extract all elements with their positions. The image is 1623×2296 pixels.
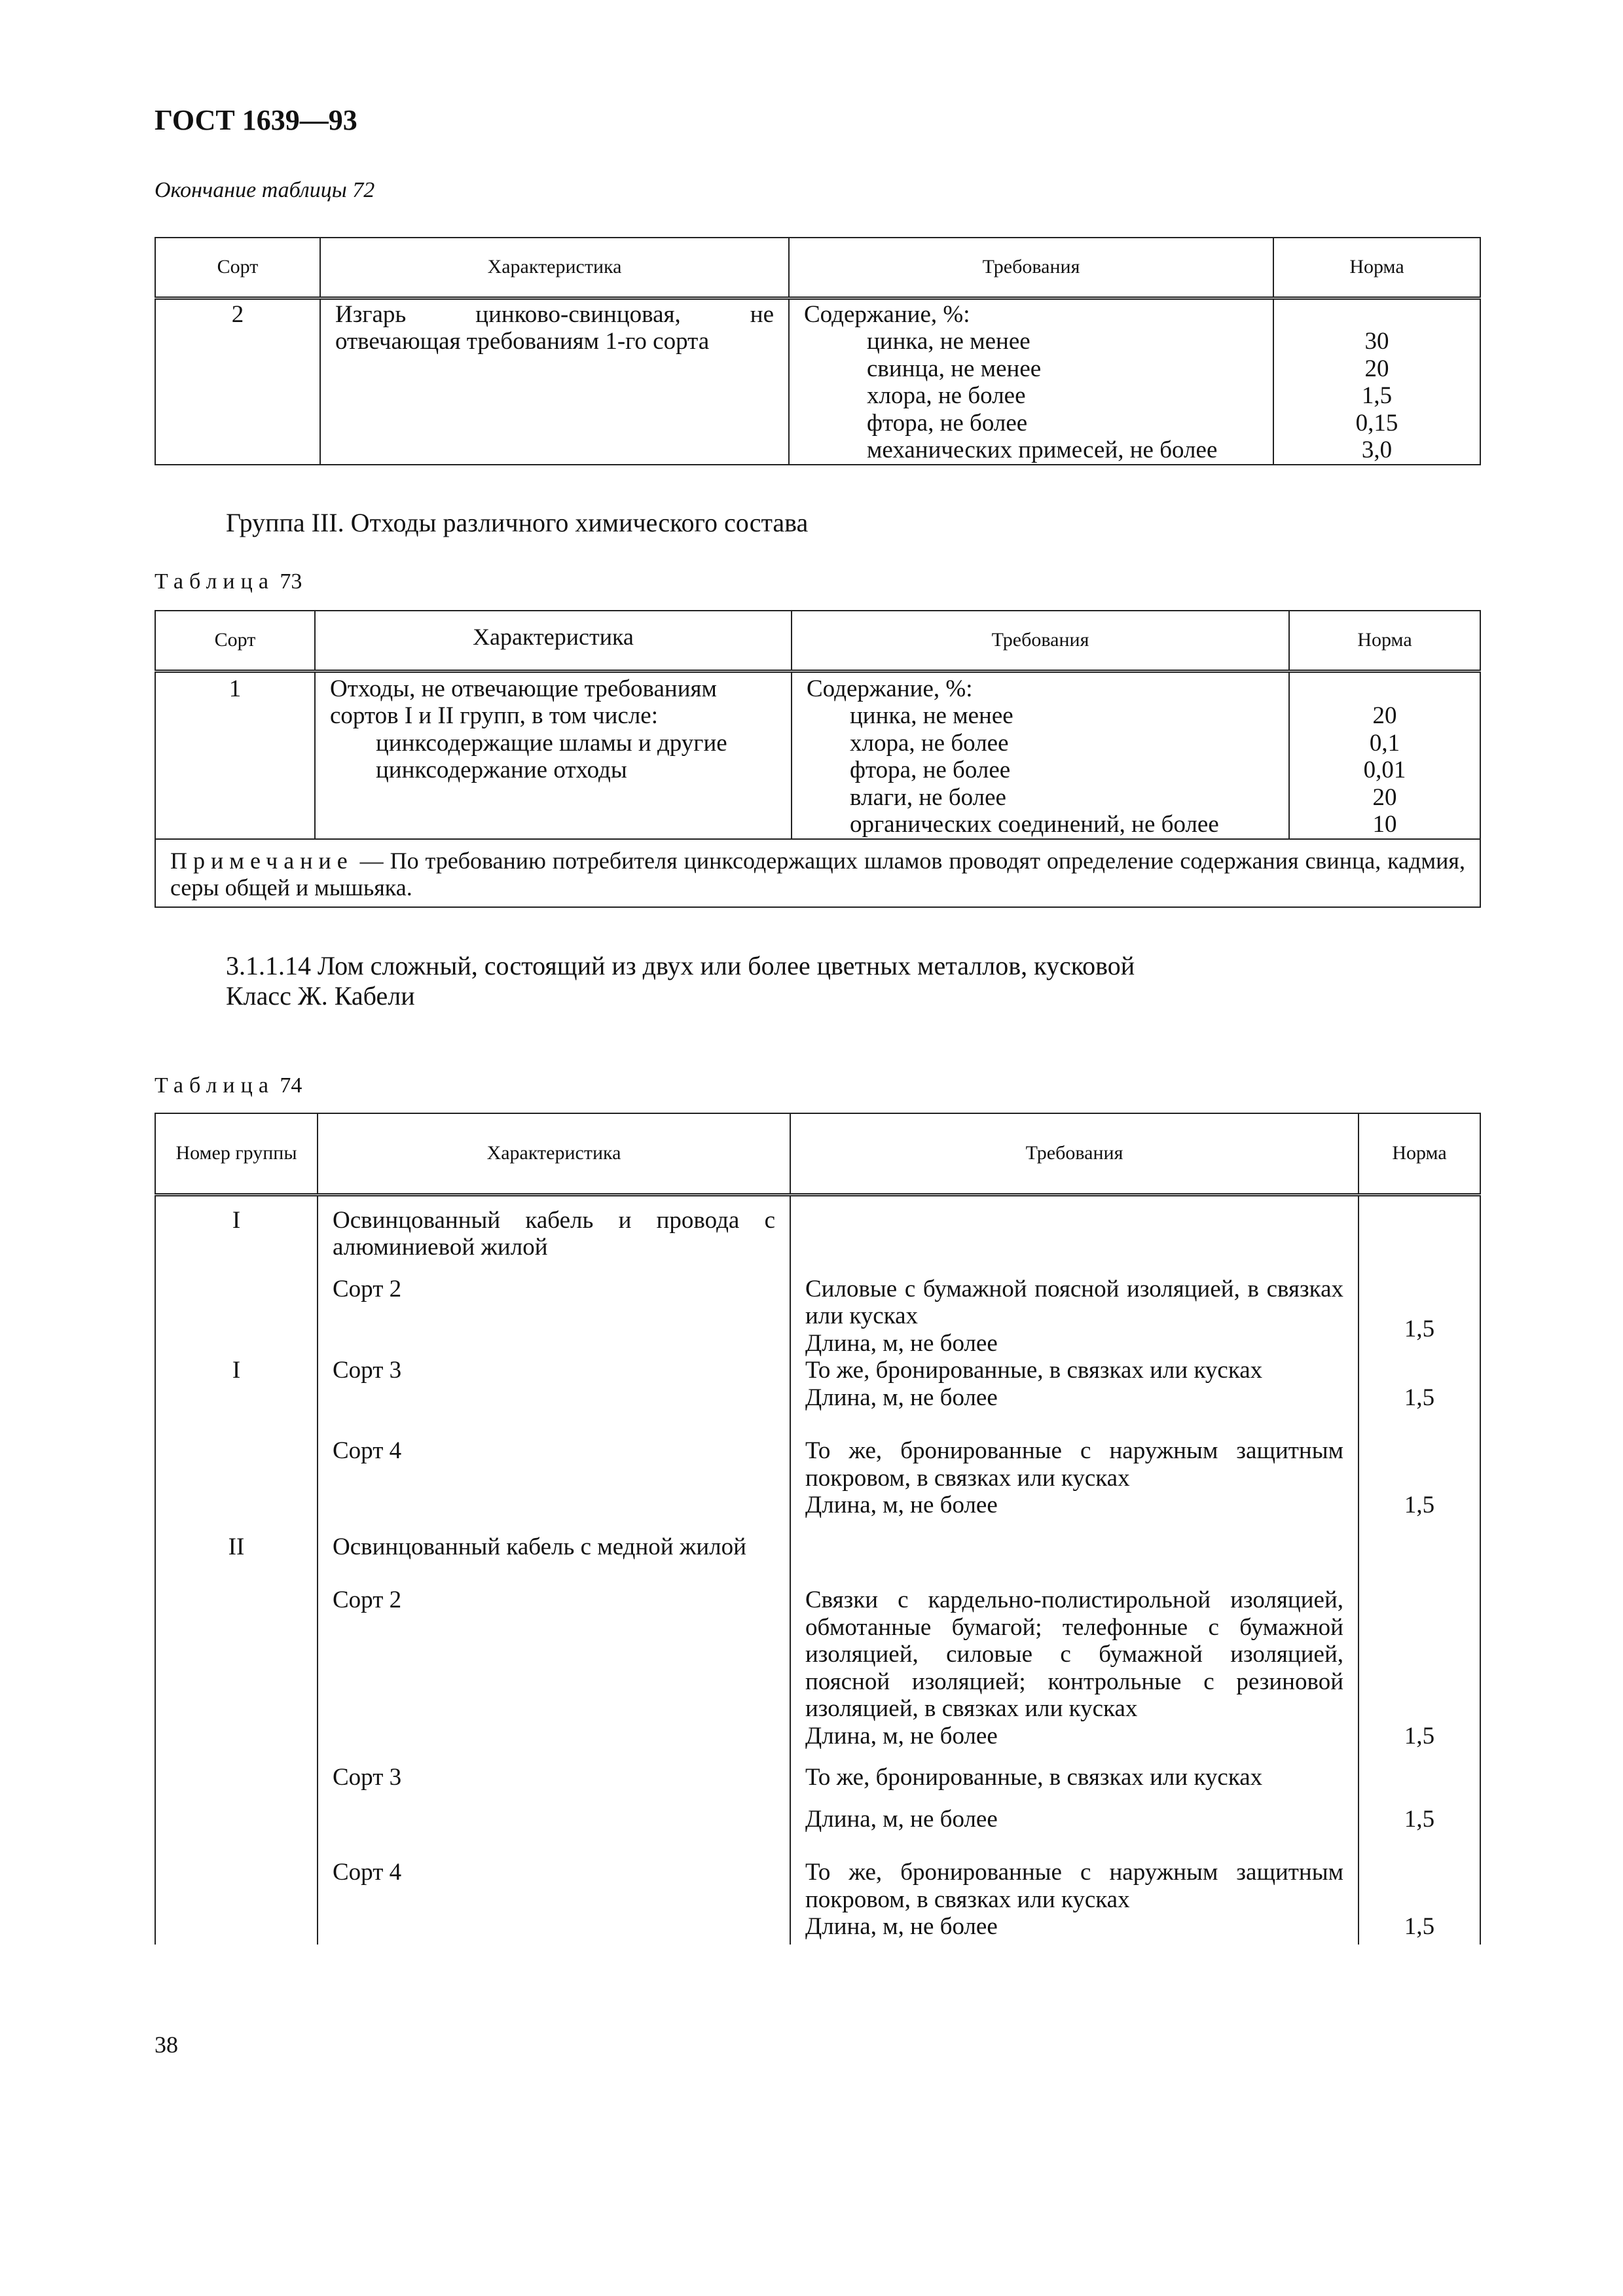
col-header-sort: Сорт: [155, 238, 320, 298]
group-cell: [155, 1437, 318, 1534]
norm-value: 20: [1372, 783, 1397, 811]
caption-number: 74: [280, 1073, 302, 1098]
table-row: [155, 1276, 1480, 1357]
length-label: Длина, м, не более: [805, 1722, 998, 1749]
characteristic-cell: Сорт 3: [318, 1357, 790, 1437]
characteristic-cell: Сорт 2: [318, 1587, 790, 1764]
col-header-group-number: Номер группы: [155, 1113, 318, 1194]
char-line: цинксодержащие шламы и другие: [376, 729, 727, 757]
requirements-cell: [790, 1276, 1359, 1357]
table-note: [155, 839, 1480, 907]
characteristic-cell: Сорт 3: [318, 1764, 790, 1859]
col-header-norm: Норма: [1289, 611, 1480, 671]
caption-word: Таблица: [155, 569, 274, 594]
norm-value: 20: [1364, 355, 1389, 382]
sort-cell: 1: [155, 671, 315, 839]
req-item: хлора, не более: [867, 382, 1026, 409]
sort-cell: 2: [155, 298, 320, 465]
page-number: 38: [155, 2032, 178, 2058]
norm-cell: 1,5: [1359, 1859, 1480, 1945]
col-header-norm: Норма: [1273, 238, 1480, 298]
table-73: [155, 610, 1481, 908]
norm-value: 3,0: [1361, 437, 1393, 463]
requirement-text: То же, бронированные с наружным защитным покровом, в связках или кусках: [805, 1437, 1343, 1492]
norm-cell: 1,5: [1359, 1764, 1480, 1859]
norm-value: 0,01: [1363, 757, 1406, 783]
note-text: — По требованию потребителя цинксодержащих шламов проводят определение содержания свинца, кадмия, серы общей и мышьяка.: [170, 847, 1465, 901]
requirements-cell: [790, 1587, 1359, 1764]
requirements-cell: [789, 298, 1273, 465]
requirements-cell: [790, 1194, 1359, 1276]
length-label: Длина, м, не более: [805, 1329, 998, 1357]
req-item: органических соединений, не более: [850, 811, 1219, 838]
req-title: Содержание, %:: [804, 300, 970, 328]
norm-cell: 1,5: [1359, 1587, 1480, 1764]
class-zh-heading: Класс Ж. Кабели: [226, 981, 415, 1011]
norm-value: 10: [1372, 811, 1397, 838]
norm-cell: 1,5: [1359, 1276, 1480, 1357]
req-item: фтора, не более: [867, 409, 1028, 437]
table-row: [155, 298, 1480, 465]
characteristic-cell: Освинцованный кабель с медной жилой: [318, 1534, 790, 1587]
requirement-text: То же, бронированные, в связках или кусках: [805, 1357, 1263, 1384]
section-3-1-1-14: 3.1.1.14 Лом сложный, состоящий из двух или более цветных металлов, кусковой: [226, 951, 1135, 980]
length-label: Длина, м, не более: [805, 1384, 998, 1411]
req-title: Содержание, %:: [807, 675, 973, 702]
norm-cell: [1289, 671, 1480, 839]
characteristic-cell: Сорт 4: [318, 1859, 790, 1945]
table-72-caption: Окончание таблицы 72: [155, 178, 375, 202]
requirements-cell: [790, 1357, 1359, 1437]
table-row: [155, 671, 1480, 839]
requirements-cell: [790, 1764, 1359, 1859]
table-row: [155, 1437, 1480, 1534]
requirements-cell: [790, 1534, 1359, 1587]
length-label: Длина, м, не более: [805, 1805, 998, 1833]
length-label: Длина, м, не более: [805, 1913, 998, 1940]
table-row: [155, 1764, 1480, 1859]
col-header-sort: Сорт: [155, 611, 315, 671]
table-72: [155, 237, 1481, 465]
table-row: [155, 1194, 1480, 1276]
req-item: фтора, не более: [850, 757, 1011, 783]
table-74-caption: [155, 1073, 302, 1098]
table-74: [155, 1113, 1481, 1945]
group-cell: [155, 1859, 318, 1945]
requirements-cell: [790, 1859, 1359, 1945]
group-3-heading: Группа III. Отходы различного химического состава: [226, 508, 809, 537]
requirement-text: Силовые с бумажной поясной изоляцией, в связках или кусках: [805, 1275, 1343, 1329]
norm-cell: 1,5: [1359, 1357, 1480, 1437]
document-code: ГОСТ 1639—93: [155, 104, 357, 136]
table-row: [155, 1587, 1480, 1764]
requirement-text: То же, бронированные с наружным защитным покровом, в связках или кусках: [805, 1859, 1343, 1913]
characteristic-cell: Изгарь цинково-свинцовая, не отвечающая требованиям 1-го сорта: [320, 298, 789, 465]
requirements-cell: [792, 671, 1289, 839]
group-cell: II: [155, 1534, 318, 1587]
req-item: хлора, не более: [850, 729, 1009, 757]
col-header-requirements: Требования: [792, 611, 1289, 671]
requirements-cell: [790, 1437, 1359, 1534]
requirement-text: Связки с кардельно-полистирольной изоляцией, обмотанные бумагой; телефонные с бумажной изоляцией, силовые с бумажной изоляцией, поясной изоляцией; контрольные с резиновой изоляцией, в связках или кусках: [805, 1587, 1343, 1722]
col-header-characteristic: Характеристика: [315, 611, 792, 671]
group-cell: I: [155, 1357, 318, 1437]
caption-word: Таблица: [155, 1073, 274, 1098]
col-header-norm: Норма: [1359, 1113, 1480, 1194]
norm-value: 20: [1372, 702, 1397, 729]
table-73-caption: [155, 569, 302, 594]
col-header-requirements: Требования: [789, 238, 1273, 298]
norm-value: 30: [1364, 328, 1389, 355]
req-item: влаги, не более: [850, 783, 1006, 811]
req-item: свинца, не менее: [867, 355, 1042, 382]
table-note-row: [155, 839, 1480, 907]
norm-cell: [1359, 1534, 1480, 1587]
char-line: цинксодержание отходы: [376, 757, 627, 783]
characteristic-cell: Сорт 4: [318, 1437, 790, 1534]
col-header-characteristic: Характеристика: [318, 1113, 790, 1194]
note-label: Примечание: [170, 847, 354, 874]
norm-cell: 1,5: [1359, 1437, 1480, 1534]
characteristic-cell: Сорт 2: [318, 1276, 790, 1357]
length-label: Длина, м, не более: [805, 1492, 998, 1518]
group-cell: I: [155, 1194, 318, 1276]
norm-value: 0,1: [1369, 729, 1400, 757]
characteristic-cell: Освинцованный кабель и провода с алюминиевой жилой: [318, 1194, 790, 1276]
norm-cell: [1273, 298, 1480, 465]
group-cell: [155, 1764, 318, 1859]
char-line: сортов I и II групп, в том числе:: [330, 702, 658, 729]
col-header-requirements: Требования: [790, 1113, 1359, 1194]
characteristic-cell: [315, 671, 792, 839]
req-item: цинка, не менее: [867, 328, 1030, 355]
char-line: Отходы, не отвечающие требованиям: [330, 675, 717, 702]
group-cell: [155, 1587, 318, 1764]
col-header-characteristic: Характеристика: [320, 238, 789, 298]
req-item: цинка, не менее: [850, 702, 1013, 729]
caption-number: 73: [280, 569, 302, 594]
req-item: механических примесей, не более: [867, 437, 1218, 463]
norm-value: 0,15: [1355, 409, 1398, 437]
table-row: [155, 1534, 1480, 1587]
requirement-text: То же, бронированные, в связках или кусках: [805, 1764, 1263, 1791]
norm-cell: [1359, 1194, 1480, 1276]
norm-value: 1,5: [1361, 382, 1393, 409]
table-row: [155, 1859, 1480, 1945]
table-row: [155, 1357, 1480, 1437]
group-cell: [155, 1276, 318, 1357]
